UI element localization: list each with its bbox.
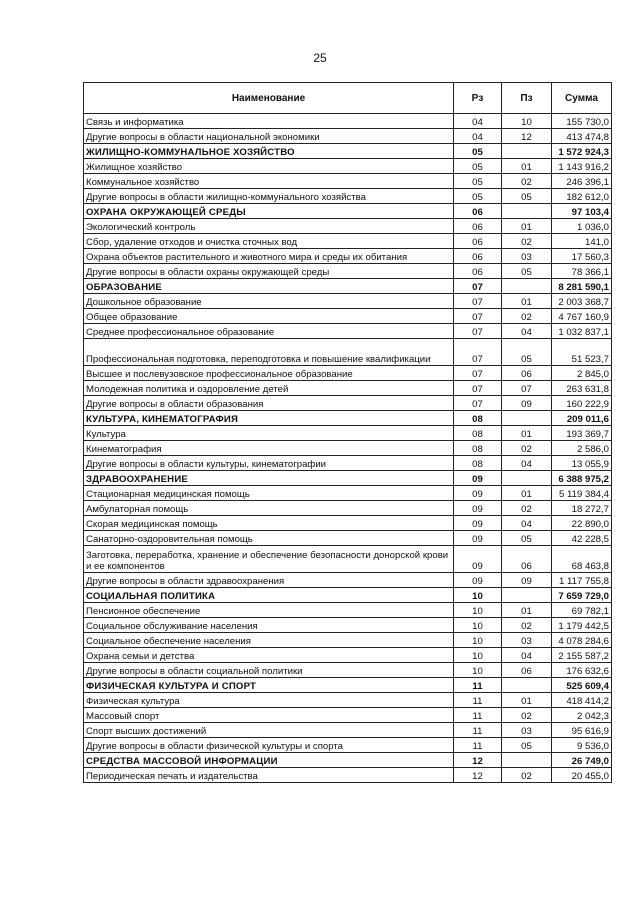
cell-pz: 04 <box>502 324 552 339</box>
table-row <box>84 723 612 738</box>
cell-sum: 160 222,9 <box>552 396 612 411</box>
cell-sum: 413 474,8 <box>552 129 612 144</box>
cell-rz: 07 <box>454 396 502 411</box>
cell-pz: 01 <box>502 486 552 501</box>
cell-sum: 78 366,1 <box>552 264 612 279</box>
cell-sum: 9 536,0 <box>552 738 612 753</box>
table-section-row <box>84 678 612 693</box>
cell-sum: 209 011,6 <box>552 411 612 426</box>
cell-name: Связь и информатика <box>84 114 454 129</box>
cell-rz: 04 <box>454 129 502 144</box>
cell-sum: 1 117 755,8 <box>552 573 612 588</box>
cell-name: Стационарная медицинская помощь <box>84 486 454 501</box>
cell-pz <box>502 204 552 219</box>
cell-sum: 68 463,8 <box>552 546 612 573</box>
cell-pz: 09 <box>502 396 552 411</box>
cell-rz: 07 <box>454 339 502 366</box>
cell-name: Общее образование <box>84 309 454 324</box>
cell-sum: 95 616,9 <box>552 723 612 738</box>
cell-sum: 418 414,2 <box>552 693 612 708</box>
cell-sum: 155 730,0 <box>552 114 612 129</box>
cell-name: Другие вопросы в области физической культуры и спорта <box>84 738 454 753</box>
table-row <box>84 573 612 588</box>
table-row <box>84 381 612 396</box>
cell-rz: 11 <box>454 693 502 708</box>
cell-name: ОБРАЗОВАНИЕ <box>84 279 454 294</box>
cell-rz: 07 <box>454 309 502 324</box>
cell-name: ФИЗИЧЕСКАЯ КУЛЬТУРА И СПОРТ <box>84 678 454 693</box>
cell-pz: 03 <box>502 633 552 648</box>
table-row <box>84 546 612 573</box>
cell-rz: 06 <box>454 264 502 279</box>
cell-sum: 42 228,5 <box>552 531 612 546</box>
table-row <box>84 456 612 471</box>
cell-pz: 01 <box>502 219 552 234</box>
cell-pz: 02 <box>502 708 552 723</box>
cell-rz: 06 <box>454 204 502 219</box>
cell-rz: 11 <box>454 678 502 693</box>
cell-sum: 263 631,8 <box>552 381 612 396</box>
cell-rz: 12 <box>454 768 502 783</box>
cell-name: Кинематография <box>84 441 454 456</box>
cell-pz: 06 <box>502 663 552 678</box>
cell-rz: 05 <box>454 159 502 174</box>
cell-rz: 05 <box>454 189 502 204</box>
table-row <box>84 114 612 129</box>
header-rz: Рз <box>454 83 502 114</box>
table-row <box>84 531 612 546</box>
cell-sum: 1 572 924,3 <box>552 144 612 159</box>
cell-rz: 09 <box>454 573 502 588</box>
table-row <box>84 603 612 618</box>
cell-pz: 09 <box>502 573 552 588</box>
cell-sum: 2 845,0 <box>552 366 612 381</box>
table-header-row <box>84 83 612 114</box>
cell-name: Другие вопросы в области здравоохранения <box>84 573 454 588</box>
cell-name: Охрана семьи и детства <box>84 648 454 663</box>
cell-sum: 1 143 916,2 <box>552 159 612 174</box>
cell-rz: 11 <box>454 738 502 753</box>
cell-name: Среднее профессиональное образование <box>84 324 454 339</box>
table-section-row <box>84 144 612 159</box>
cell-name: Другие вопросы в области жилищно-коммунального хозяйства <box>84 189 454 204</box>
table-row <box>84 396 612 411</box>
cell-sum: 2 042,3 <box>552 708 612 723</box>
cell-pz: 02 <box>502 501 552 516</box>
cell-sum: 2 003 368,7 <box>552 294 612 309</box>
cell-sum: 22 890,0 <box>552 516 612 531</box>
cell-sum: 1 032 837,1 <box>552 324 612 339</box>
cell-name: Дошкольное образование <box>84 294 454 309</box>
table-section-row <box>84 204 612 219</box>
cell-pz: 02 <box>502 618 552 633</box>
cell-name: Другие вопросы в области охраны окружающей среды <box>84 264 454 279</box>
cell-sum: 525 609,4 <box>552 678 612 693</box>
table-section-row <box>84 588 612 603</box>
cell-rz: 09 <box>454 516 502 531</box>
cell-name: Другие вопросы в области национальной экономики <box>84 129 454 144</box>
cell-rz: 07 <box>454 294 502 309</box>
cell-rz: 10 <box>454 588 502 603</box>
table-row <box>84 486 612 501</box>
cell-sum: 69 782,1 <box>552 603 612 618</box>
table-body <box>84 114 612 783</box>
cell-name: Амбулаторная помощь <box>84 501 454 516</box>
cell-name: Жилищное хозяйство <box>84 159 454 174</box>
cell-rz: 06 <box>454 249 502 264</box>
cell-pz: 05 <box>502 339 552 366</box>
table-section-row <box>84 471 612 486</box>
cell-name: Другие вопросы в области социальной политики <box>84 663 454 678</box>
table-row <box>84 189 612 204</box>
table-row <box>84 738 612 753</box>
cell-name: Санаторно-оздоровительная помощь <box>84 531 454 546</box>
cell-pz: 01 <box>502 159 552 174</box>
table-row <box>84 324 612 339</box>
cell-rz: 11 <box>454 708 502 723</box>
cell-rz: 10 <box>454 663 502 678</box>
table-row <box>84 441 612 456</box>
cell-rz: 07 <box>454 381 502 396</box>
cell-name: Экологический контроль <box>84 219 454 234</box>
cell-sum: 5 119 384,4 <box>552 486 612 501</box>
table-row <box>84 708 612 723</box>
cell-rz: 06 <box>454 234 502 249</box>
cell-sum: 176 632,6 <box>552 663 612 678</box>
table-row <box>84 426 612 441</box>
cell-sum: 141,0 <box>552 234 612 249</box>
cell-pz <box>502 588 552 603</box>
cell-name: Профессиональная подготовка, переподготовка и повышение квалификации <box>84 339 454 366</box>
header-sum: Сумма <box>552 83 612 114</box>
table-row <box>84 219 612 234</box>
table-row <box>84 174 612 189</box>
cell-pz: 02 <box>502 234 552 249</box>
table-row <box>84 663 612 678</box>
cell-pz <box>502 753 552 768</box>
cell-sum: 4 767 160,9 <box>552 309 612 324</box>
cell-sum: 97 103,4 <box>552 204 612 219</box>
cell-sum: 1 036,0 <box>552 219 612 234</box>
cell-rz: 08 <box>454 426 502 441</box>
cell-pz: 06 <box>502 366 552 381</box>
table-row <box>84 501 612 516</box>
cell-pz <box>502 279 552 294</box>
cell-pz: 10 <box>502 114 552 129</box>
cell-pz: 06 <box>502 546 552 573</box>
cell-rz: 09 <box>454 501 502 516</box>
cell-name: ОХРАНА ОКРУЖАЮЩЕЙ СРЕДЫ <box>84 204 454 219</box>
cell-pz: 01 <box>502 693 552 708</box>
cell-sum: 1 179 442,5 <box>552 618 612 633</box>
table-row <box>84 648 612 663</box>
cell-sum: 246 396,1 <box>552 174 612 189</box>
cell-sum: 8 281 590,1 <box>552 279 612 294</box>
cell-sum: 2 155 587,2 <box>552 648 612 663</box>
table-row <box>84 633 612 648</box>
table-row <box>84 516 612 531</box>
cell-sum: 193 369,7 <box>552 426 612 441</box>
cell-rz: 08 <box>454 441 502 456</box>
cell-name: Социальное обеспечение населения <box>84 633 454 648</box>
cell-sum: 7 659 729,0 <box>552 588 612 603</box>
cell-pz: 01 <box>502 603 552 618</box>
table-row <box>84 339 612 366</box>
cell-sum: 4 078 284,6 <box>552 633 612 648</box>
cell-name: Социальное обслуживание населения <box>84 618 454 633</box>
table-section-row <box>84 753 612 768</box>
cell-name: СРЕДСТВА МАССОВОЙ ИНФОРМАЦИИ <box>84 753 454 768</box>
cell-pz: 02 <box>502 441 552 456</box>
cell-pz: 02 <box>502 309 552 324</box>
cell-name: Высшее и послевузовское профессиональное образование <box>84 366 454 381</box>
cell-name: Спорт высших достижений <box>84 723 454 738</box>
cell-sum: 26 749,0 <box>552 753 612 768</box>
table-row <box>84 366 612 381</box>
cell-sum: 13 055,9 <box>552 456 612 471</box>
cell-name: Физическая культура <box>84 693 454 708</box>
cell-sum: 6 388 975,2 <box>552 471 612 486</box>
cell-name: Скорая медицинская помощь <box>84 516 454 531</box>
cell-name: Пенсионное обеспечение <box>84 603 454 618</box>
cell-name: КУЛЬТУРА, КИНЕМАТОГРАФИЯ <box>84 411 454 426</box>
cell-pz: 03 <box>502 723 552 738</box>
cell-rz: 04 <box>454 114 502 129</box>
cell-name: Заготовка, переработка, хранение и обеспечение безопасности донорской крови и ее компонентов <box>84 546 454 573</box>
cell-pz <box>502 411 552 426</box>
cell-rz: 07 <box>454 279 502 294</box>
cell-pz <box>502 144 552 159</box>
cell-name: Культура <box>84 426 454 441</box>
cell-pz: 02 <box>502 174 552 189</box>
cell-rz: 07 <box>454 324 502 339</box>
budget-table <box>83 82 612 783</box>
cell-name: Охрана объектов растительного и животного мира и среды их обитания <box>84 249 454 264</box>
cell-rz: 10 <box>454 648 502 663</box>
table-row <box>84 693 612 708</box>
page-number: 25 <box>313 51 327 65</box>
cell-rz: 12 <box>454 753 502 768</box>
cell-name: ЗДРАВООХРАНЕНИЕ <box>84 471 454 486</box>
cell-rz: 07 <box>454 366 502 381</box>
cell-name: Другие вопросы в области культуры, кинематографии <box>84 456 454 471</box>
cell-rz: 10 <box>454 633 502 648</box>
cell-pz: 07 <box>502 381 552 396</box>
cell-rz: 06 <box>454 219 502 234</box>
cell-rz: 09 <box>454 531 502 546</box>
cell-rz: 08 <box>454 456 502 471</box>
cell-name: Массовый спорт <box>84 708 454 723</box>
cell-pz: 04 <box>502 648 552 663</box>
cell-sum: 182 612,0 <box>552 189 612 204</box>
cell-name: СОЦИАЛЬНАЯ ПОЛИТИКА <box>84 588 454 603</box>
cell-name: ЖИЛИЩНО-КОММУНАЛЬНОЕ ХОЗЯЙСТВО <box>84 144 454 159</box>
cell-pz <box>502 678 552 693</box>
cell-pz: 05 <box>502 189 552 204</box>
table-row <box>84 294 612 309</box>
cell-name: Молодежная политика и оздоровление детей <box>84 381 454 396</box>
cell-pz: 04 <box>502 516 552 531</box>
cell-rz: 05 <box>454 174 502 189</box>
cell-pz: 03 <box>502 249 552 264</box>
cell-rz: 10 <box>454 618 502 633</box>
table-row <box>84 249 612 264</box>
cell-pz: 12 <box>502 129 552 144</box>
table-section-row <box>84 279 612 294</box>
table-row <box>84 234 612 249</box>
cell-rz: 05 <box>454 144 502 159</box>
table-row <box>84 618 612 633</box>
cell-rz: 09 <box>454 471 502 486</box>
cell-rz: 09 <box>454 546 502 573</box>
table-section-row <box>84 411 612 426</box>
cell-sum: 51 523,7 <box>552 339 612 366</box>
cell-pz <box>502 471 552 486</box>
cell-sum: 2 586,0 <box>552 441 612 456</box>
table-row <box>84 159 612 174</box>
cell-pz: 05 <box>502 738 552 753</box>
cell-rz: 10 <box>454 603 502 618</box>
cell-rz: 11 <box>454 723 502 738</box>
cell-pz: 05 <box>502 531 552 546</box>
cell-name: Другие вопросы в области образования <box>84 396 454 411</box>
cell-rz: 08 <box>454 411 502 426</box>
table-row <box>84 129 612 144</box>
cell-name: Сбор, удаление отходов и очистка сточных вод <box>84 234 454 249</box>
header-name: Наименование <box>84 83 454 114</box>
table-row <box>84 768 612 783</box>
cell-pz: 02 <box>502 768 552 783</box>
header-pz: Пз <box>502 83 552 114</box>
cell-sum: 20 455,0 <box>552 768 612 783</box>
cell-sum: 18 272,7 <box>552 501 612 516</box>
cell-name: Коммунальное хозяйство <box>84 174 454 189</box>
cell-rz: 09 <box>454 486 502 501</box>
cell-pz: 04 <box>502 456 552 471</box>
cell-pz: 05 <box>502 264 552 279</box>
cell-sum: 17 560,3 <box>552 249 612 264</box>
table-row <box>84 264 612 279</box>
cell-pz: 01 <box>502 294 552 309</box>
table-row <box>84 309 612 324</box>
cell-name: Периодическая печать и издательства <box>84 768 454 783</box>
cell-pz: 01 <box>502 426 552 441</box>
